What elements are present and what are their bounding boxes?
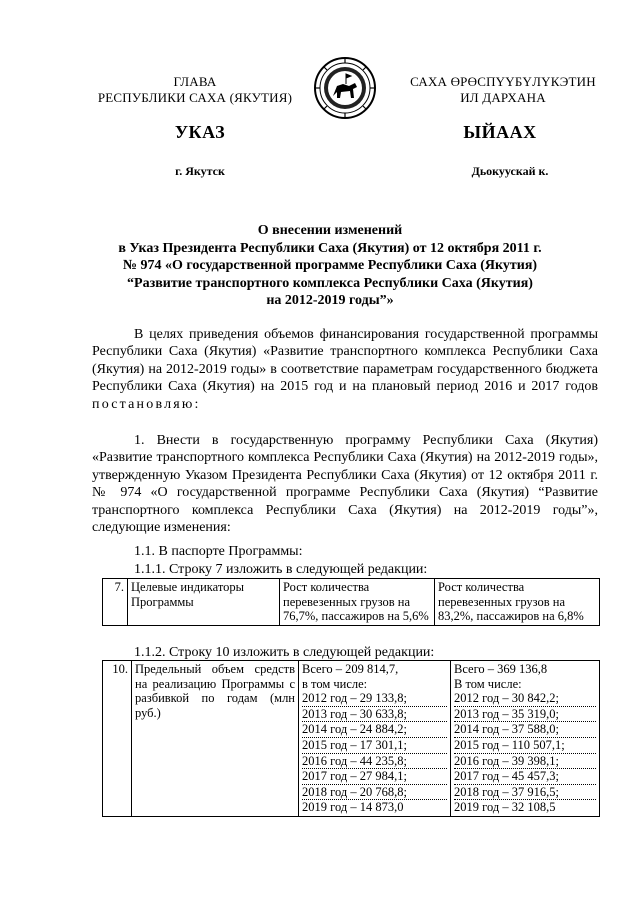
table-row [103,579,600,626]
decree-word: постановляю: [92,396,201,412]
item-1-paragraph: 1. Внести в государственную программу Республики Саха (Якутия) «Развитие транспортного комплекса Республики Саха (Якутия) на 2012-2019 годы», утвержденную Указом Президента Республики Саха (Якутия) от 12 октября 2011 г. № 974 «О государственной программе Республики Саха (Якутия) “Развитие транспортного комплекса Республики Саха (Якутия) на 2012-2019 годы”», следующие изменения: [92,433,598,536]
title-line3: № 974 «О государственной программе Республики Саха (Якутия) [122,258,538,273]
row-indicator: Целевые индикаторы Программы [128,579,280,626]
issuer-right-line1: САХА ӨРӨСПҮҮБҮЛҮКЭТИН [410,74,596,89]
passport-row-10-table [102,660,600,817]
old-year-line: 2014 год – 24 884,2; [302,722,447,738]
old-incl: в том числе: [302,676,368,691]
item-1-1-2: 1.1.2. Строку 10 изложить в следующей редакции: [134,645,435,660]
title-line5: на 2012-2019 годы”» [266,293,394,308]
city-left: г. Якутск [175,164,225,178]
old-year-line: 2012 год – 29 133,8; [302,691,447,707]
table-row [103,661,600,817]
new-year-line: 2013 год – 35 319,0; [454,707,596,723]
issuer-right-line2: ИЛ ДАРХАНА [460,90,546,105]
title-line2: в Указ Президента Республики Саха (Якутия) от 12 октября 2011 г. [118,240,542,256]
row-number: 7. [103,579,128,626]
new-year-line: 2012 год – 30 842,2; [454,691,596,707]
row-new-value: Рост количества перевезенных грузов на 83,2%, пассажиров на 6,8% [435,579,600,626]
old-total: Всего – 209 814,7, [302,662,399,676]
title-line1: О внесении изменений [257,223,403,238]
old-year-line: 2013 год – 30 633,8; [302,707,447,723]
title-line4: “Развитие транспортного комплекса Республики Саха (Якутия) [127,275,533,291]
new-year-line: 2014 год – 37 588,0; [454,722,596,738]
issuer-left-line1: ГЛАВА [173,74,217,89]
new-year-line: 2018 год – 37 916,5; [454,785,596,801]
old-year-line: 2019 год – 14 873,0 [302,800,404,815]
document-title [85,222,575,310]
row-old-value: Рост количества перевезенных грузов на 76,7%, пассажиров на 5,6% [280,579,435,626]
new-year-line: 2015 год – 110 507,1; [454,738,596,754]
old-year-line: 2017 год – 27 984,1; [302,769,447,785]
new-total: Всего – 369 136,8 [454,662,548,676]
row-number: 10. [103,661,132,817]
new-year-line: 2019 год – 32 108,5 [454,800,556,815]
doc-type-left: УКАЗ [174,122,226,142]
row-indicator: Предельный объем средств на реализацию Программы с разбивкой по годам (млн руб.) [132,661,299,817]
coat-of-arms-emblem-icon [313,56,377,120]
row-old-value [299,661,451,817]
item-1-1-1: 1.1.1. Строку 7 изложить в следующей редакции: [134,562,428,577]
old-year-line: 2016 год – 44 235,8; [302,754,447,770]
issuer-left-line2: РЕСПУБЛИКИ САХА (ЯКУТИЯ) [97,90,293,105]
old-year-line: 2018 год – 20 768,8; [302,785,447,801]
new-incl: В том числе: [454,676,522,691]
issuer-right [378,74,628,106]
preamble-text: В целях приведения объемов финансирования государственной программы Республики Саха (Якутия) «Развитие транспортного комплекса Республики Саха (Якутия) на 2012-2019 годы» в соответствие параметрам государственного бюджета Республики Саха (Якутия) на 2015 год и на плановый период 2016 и 2017 годов [92,327,598,395]
old-year-line: 2015 год – 17 301,1; [302,738,447,754]
passport-row-7-table [102,578,600,626]
item-1-1: 1.1. В паспорте Программы: [134,544,303,559]
new-year-line: 2016 год – 39 398,1; [454,754,596,770]
city-right: Дьокуускай к. [471,164,549,178]
row-new-value [451,661,600,817]
doc-type-right: ЫЙААХ [463,122,537,142]
issuer-left [80,74,310,106]
new-year-line: 2017 год – 45 457,3; [454,769,596,785]
preamble-paragraph [92,326,598,413]
